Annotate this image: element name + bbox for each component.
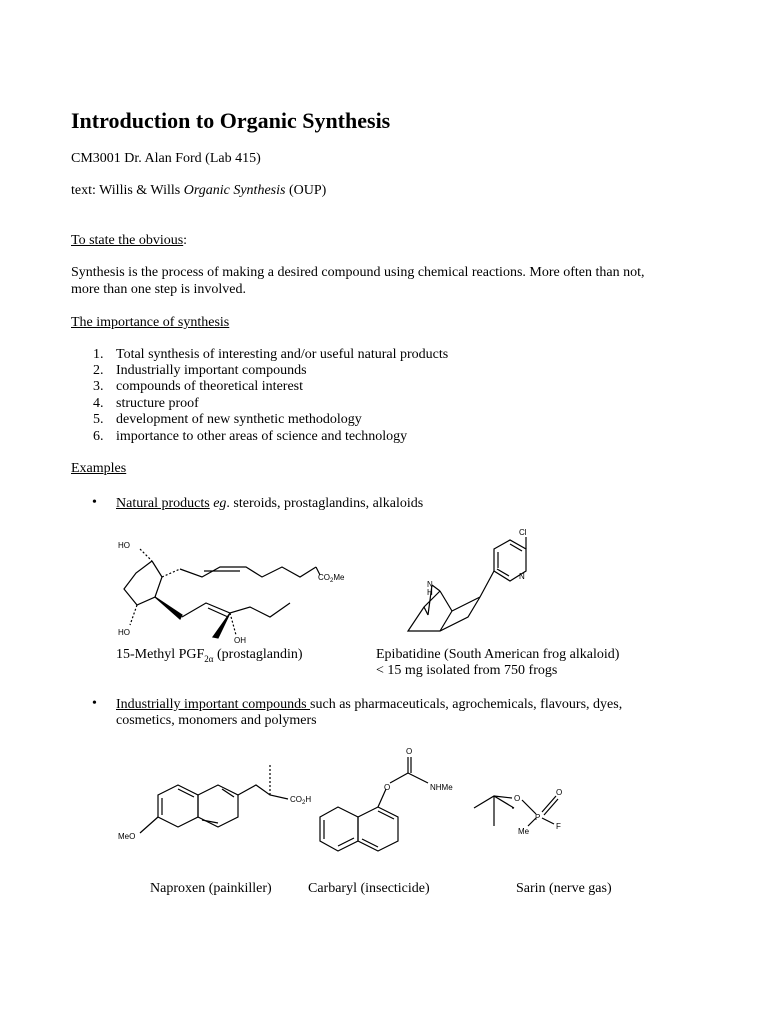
atom-o-double: O [556,788,563,797]
natural-products-label: Natural products [116,496,210,511]
carbaryl-structure [310,745,460,865]
text-reference-suffix: (OUP) [285,183,327,198]
industrial-label: Industrially important compounds [116,697,311,712]
obvious-line-2: more than one step is involved. [71,282,246,297]
atom-me: Me [518,827,530,836]
atom-ho-top: HO [118,541,130,550]
obvious-heading-text: To state the obvious [71,233,184,248]
list-item: compounds of theoretical interest [116,379,303,394]
atom-o-ester: O [514,794,521,803]
list-item: Total synthesis of interesting and/or useful natural products [116,347,449,362]
epibatidine-caption-1: Epibatidine (South American frog alkaloid) [376,647,620,662]
atom-ho-bottom: HO [118,628,130,637]
industrial-line-1 [116,697,622,713]
list-item: development of new synthetic methodology [116,412,362,427]
obvious-line-1: Synthesis is the process of making a desired compound using chemical reactions. More often than not, [71,265,645,280]
list-item-number: 2. [93,363,104,378]
obvious-heading-colon: : [183,233,188,248]
atom-o-carbonyl: O [406,747,413,756]
natural-products-rest: . steroids, prostaglandins, alkaloids [226,496,424,511]
naproxen-caption: Naproxen (painkiller) [150,881,272,896]
atom-p: P [535,813,541,822]
atom-n-ring: N [519,572,525,581]
atom-oh: OH [234,636,246,645]
atom-h: H [427,588,433,597]
list-item-number: 3. [93,379,104,394]
list-item-number: 4. [93,396,104,411]
carbaryl-caption: Carbaryl (insecticide) [308,881,430,896]
sarin-structure [470,780,600,860]
bullet-natural: • [92,495,97,510]
list-item-number: 5. [93,412,104,427]
obvious-heading [71,233,187,249]
prostaglandin-structure [110,535,370,655]
atom-co2me: $CO_2Me$ [318,573,345,584]
atom-nhme: NHMe [430,783,453,792]
list-item-number: 1. [93,347,104,362]
epibatidine-caption-2: < 15 mg isolated from 750 frogs [376,663,558,678]
atom-meo: MeO [118,832,136,841]
bullet-industrial: • [92,696,97,711]
text-reference-prefix: text: Willis & Wills [71,183,184,198]
atom-co2h: $CO_2H$ [290,795,312,806]
natural-products-line [116,496,423,512]
industrial-rest: such as pharmaceuticals, agrochemicals, flavours, dyes, [310,697,623,712]
atom-cl: Cl [519,528,527,537]
atom-o-ester: O [384,783,391,792]
examples-heading: Examples [71,461,127,476]
list-item-number: 6. [93,429,104,444]
text-reference-book: Organic Synthesis [183,183,286,198]
natural-products-eg: eg [213,496,227,511]
page-title: Introduction to Organic Synthesis [71,108,391,133]
prostaglandin-caption: 15-Methyl $PGF_{2\alpha}$ (prostaglandin) [116,647,303,664]
epibatidine-structure [400,525,550,645]
atom-f: F [556,822,561,831]
sarin-caption: Sarin (nerve gas) [516,881,612,896]
atom-n-bridge: N [427,580,433,589]
naproxen-structure [110,755,320,855]
list-item: Industrially important compounds [116,363,307,378]
course-line: CM3001 Dr. Alan Ford (Lab 415) [71,151,261,166]
industrial-line-2: cosmetics, monomers and polymers [116,713,317,728]
list-item: structure proof [116,396,199,411]
importance-heading: The importance of synthesis [71,315,230,330]
list-item: importance to other areas of science and technology [116,429,408,444]
text-reference [71,183,326,199]
